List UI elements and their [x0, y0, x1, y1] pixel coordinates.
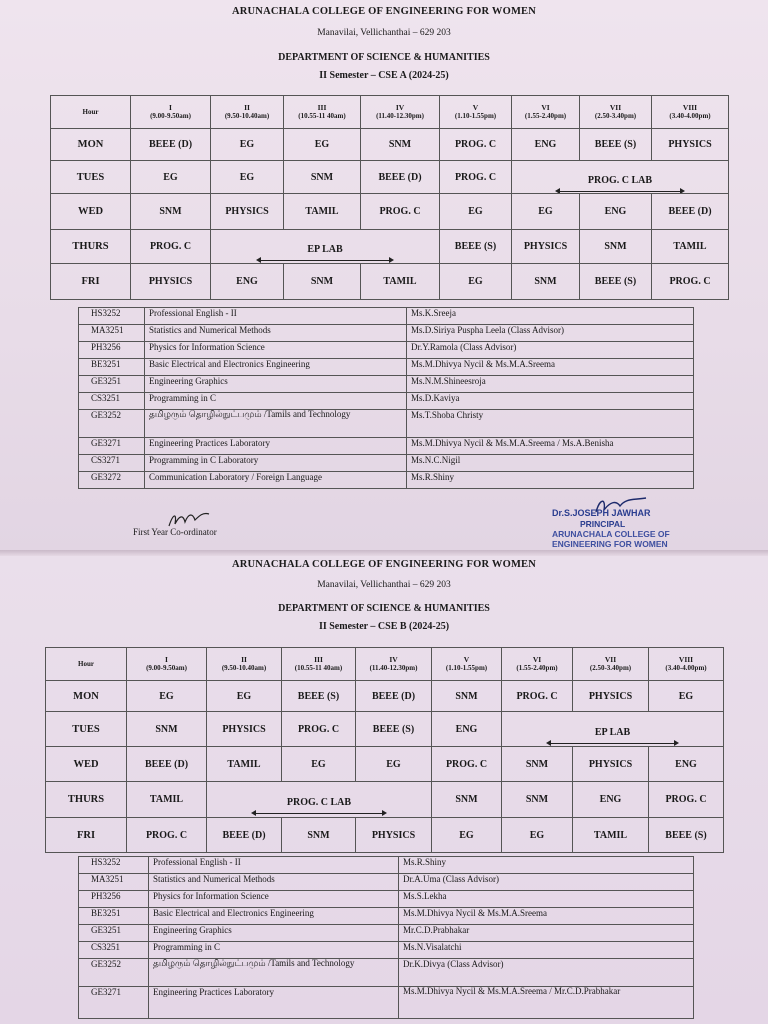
subject-title: Engineering Practices Laboratory	[145, 438, 407, 455]
subject-staff: Ms.T.Shoba Christy	[407, 410, 694, 438]
timetable-cell: PROG. C	[127, 818, 207, 853]
subject-staff: Ms.D.Kaviya	[407, 393, 694, 410]
period-header: VII (2.50-3.40pm)	[580, 96, 652, 129]
subject-staff: Ms.R.Shiny	[407, 472, 694, 489]
lab-label: EP LAB	[594, 726, 631, 738]
timetable-cell: PROG. C	[649, 782, 724, 818]
timetable-cell: PHYSICS	[207, 712, 282, 747]
subject-staff: Mr.C.D.Prabhakar	[399, 925, 694, 942]
timetable-cell: SNM	[284, 264, 361, 300]
timetable-cell: TAMIL	[573, 818, 649, 853]
timetable-cell: EG	[440, 194, 512, 230]
subject-staff: Ms.K.Sreeja	[407, 308, 694, 325]
period-header: V (1.10-1.55pm)	[432, 648, 502, 681]
timetable-cell: EG	[127, 681, 207, 712]
timetable-grid	[45, 647, 724, 853]
timetable-cell: BEEE (D)	[356, 681, 432, 712]
timetable-cell: TAMIL	[361, 264, 440, 300]
subject-code: GE3252	[79, 959, 149, 987]
subject-staff: Ms.M.Dhivya Nycil & Ms.M.A.Sreema	[407, 359, 694, 376]
college-name: ARUNACHALA COLLEGE OF ENGINEERING FOR WOMEN	[231, 559, 537, 570]
subject-row	[79, 908, 694, 925]
subject-code: BE3251	[79, 359, 145, 376]
subject-staff: Ms.D.Siriya Puspha Leela (Class Advisor)	[407, 325, 694, 342]
principal-stamp-line: ARUNACHALA COLLEGE OF	[552, 528, 670, 539]
timetable-cell: PHYSICS	[131, 264, 211, 300]
period-header: III (10.55-11 40am)	[284, 96, 361, 129]
day-label: THURS	[46, 782, 127, 818]
timetable-cell: EG	[131, 161, 211, 194]
subject-allocation-table	[78, 307, 694, 489]
subject-code: HS3252	[79, 857, 149, 874]
timetable-cell: ENG	[512, 129, 580, 161]
period-header: II (9.50-10.40am)	[211, 96, 284, 129]
timetable-cell: PHYSICS	[512, 230, 580, 264]
timetable-cell: BEEE (S)	[649, 818, 724, 853]
period-header: VIII (3.40-4.00pm)	[649, 648, 724, 681]
college-address: Manavilai, Vellichanthai – 629 203	[317, 28, 451, 38]
timetable-cell: TAMIL	[284, 194, 361, 230]
subject-title: Statistics and Numerical Methods	[149, 874, 399, 891]
timetable-cell: BEEE (D)	[361, 161, 440, 194]
timetable-cell: PROG. C	[440, 129, 512, 161]
subject-row	[79, 359, 694, 376]
timetable-cell: SNM	[127, 712, 207, 747]
subject-title: Statistics and Numerical Methods	[145, 325, 407, 342]
lab-label: PROG. C LAB	[286, 797, 352, 808]
subject-title: Programming in C	[149, 942, 399, 959]
subject-title: தமிழரும் தொழில்நுட்பமும் /Tamils and Technology	[145, 410, 407, 438]
subject-row	[79, 308, 694, 325]
timetable-cell: EG	[440, 264, 512, 300]
subject-title: Basic Electrical and Electronics Engineering	[149, 908, 399, 925]
subject-staff: Ms.N.C.Nigil	[407, 455, 694, 472]
period-header: I (9.00-9.50am)	[127, 648, 207, 681]
subject-staff: Dr.K.Divya (Class Advisor)	[399, 959, 694, 987]
day-label: WED	[46, 747, 127, 782]
timetable-cell: PROG. C	[652, 264, 729, 300]
timetable-cell: EG	[512, 194, 580, 230]
period-header: I (9.00-9.50am)	[131, 96, 211, 129]
subject-code: GE3252	[79, 410, 145, 438]
period-header: VI (1.55-2.40pm)	[512, 96, 580, 129]
timetable-cell: TAMIL	[207, 747, 282, 782]
subject-title: Communication Laboratory / Foreign Language	[145, 472, 407, 489]
subject-staff: Dr.Y.Ramola (Class Advisor)	[407, 342, 694, 359]
timetable-cell: SNM	[282, 818, 356, 853]
subject-row	[79, 891, 694, 908]
subject-row	[79, 857, 694, 874]
department-title: DEPARTMENT OF SCIENCE & HUMANITIES	[278, 603, 490, 614]
subject-code: MA3251	[79, 874, 149, 891]
subject-staff: Ms.N.M.Shineesroja	[407, 376, 694, 393]
lab-block	[512, 161, 729, 194]
subject-code: PH3256	[79, 891, 149, 908]
subject-row	[79, 438, 694, 455]
subject-code: GE3271	[79, 987, 149, 1019]
double-arrow-icon	[560, 191, 681, 192]
principal-name: Dr.S.JOSEPH JAWHAR	[552, 508, 651, 518]
semester-title: II Semester – CSE B (2024-25)	[318, 621, 450, 632]
subject-title: Basic Electrical and Electronics Engineering	[145, 359, 407, 376]
timetable-cell: PROG. C	[432, 747, 502, 782]
principal-stamp-line: ENGINEERING FOR WOMEN	[552, 539, 668, 550]
timetable-cell: PHYSICS	[356, 818, 432, 853]
period-header: III (10.55-11 40am)	[282, 648, 356, 681]
day-label: THURS	[51, 230, 131, 264]
period-header: VIII (3.40-4.00pm)	[652, 96, 729, 129]
hour-header: Hour	[46, 648, 127, 681]
day-label: TUES	[46, 712, 127, 747]
timetable-cell: ENG	[432, 712, 502, 747]
semester-title: II Semester – CSE A (2024-25)	[319, 70, 449, 81]
timetable-sheet-cse-b	[0, 556, 768, 1024]
timetable-cell: BEEE (D)	[207, 818, 282, 853]
timetable-grid	[50, 95, 729, 300]
subject-staff: Ms.M.Dhivya Nycil & Ms.M.A.Sreema	[399, 908, 694, 925]
timetable-cell: PHYSICS	[573, 681, 649, 712]
timetable-cell: EG	[432, 818, 502, 853]
subject-row	[79, 455, 694, 472]
timetable-cell: SNM	[432, 681, 502, 712]
timetable-cell: PROG. C	[440, 161, 512, 194]
period-header: VII (2.50-3.40pm)	[573, 648, 649, 681]
lab-block	[211, 230, 440, 264]
subject-code: MA3251	[79, 325, 145, 342]
subject-code: PH3256	[79, 342, 145, 359]
timetable-cell: PHYSICS	[573, 747, 649, 782]
timetable-cell: PHYSICS	[211, 194, 284, 230]
subject-code: HS3252	[79, 308, 145, 325]
timetable-cell: EG	[211, 161, 284, 194]
period-header: V (1.10-1.55pm)	[440, 96, 512, 129]
subject-title: Professional English - II	[149, 857, 399, 874]
timetable-cell: EG	[356, 747, 432, 782]
subject-title: தமிழரும் தொழில்நுட்பமும் /Tamils and Technology	[149, 959, 399, 987]
timetable-cell: ENG	[573, 782, 649, 818]
lab-label: PROG. C LAB	[587, 174, 653, 186]
period-header: IV (11.40-12.30pm)	[361, 96, 440, 129]
timetable-cell: BEEE (S)	[282, 681, 356, 712]
subject-code: CS3271	[79, 455, 145, 472]
period-header: II (9.50-10.40am)	[207, 648, 282, 681]
subject-row	[79, 410, 694, 438]
timetable-cell: BEEE (S)	[580, 264, 652, 300]
timetable-cell: ENG	[580, 194, 652, 230]
subject-staff: Ms.M.Dhivya Nycil & Ms.M.A.Sreema / Ms.A.Benisha	[407, 438, 694, 455]
hour-header: Hour	[51, 96, 131, 129]
day-label: MON	[51, 129, 131, 161]
timetable-cell: ENG	[649, 747, 724, 782]
timetable-cell: BEEE (D)	[131, 129, 211, 161]
timetable-cell: EG	[649, 681, 724, 712]
timetable-cell: SNM	[131, 194, 211, 230]
double-arrow-icon	[551, 743, 675, 744]
timetable-cell: EG	[282, 747, 356, 782]
timetable-cell: SNM	[432, 782, 502, 818]
day-label: FRI	[51, 264, 131, 300]
timetable-cell: BEEE (D)	[127, 747, 207, 782]
timetable-cell: TAMIL	[127, 782, 207, 818]
subject-code: CS3251	[79, 393, 145, 410]
timetable-cell: PROG. C	[502, 681, 573, 712]
day-label: FRI	[46, 818, 127, 853]
timetable-cell: SNM	[361, 129, 440, 161]
timetable-cell: BEEE (S)	[580, 129, 652, 161]
timetable-cell: PROG. C	[282, 712, 356, 747]
subject-title: Programming in C	[145, 393, 407, 410]
timetable-cell: PROG. C	[131, 230, 211, 264]
timetable-cell: ENG	[211, 264, 284, 300]
period-header: VI (1.55-2.40pm)	[502, 648, 573, 681]
subject-title: Physics for Information Science	[145, 342, 407, 359]
subject-row	[79, 874, 694, 891]
subject-title: Programming in C Laboratory	[145, 455, 407, 472]
subject-allocation-table	[78, 856, 694, 1019]
subject-code: GE3251	[79, 376, 145, 393]
double-arrow-icon	[261, 260, 389, 261]
subject-row	[79, 393, 694, 410]
subject-code: BE3251	[79, 908, 149, 925]
college-address: Manavilai, Vellichanthai – 629 203	[317, 580, 451, 590]
timetable-cell: BEEE (D)	[652, 194, 729, 230]
timetable-cell: BEEE (S)	[440, 230, 512, 264]
timetable-cell: EG	[207, 681, 282, 712]
department-title: DEPARTMENT OF SCIENCE & HUMANITIES	[278, 52, 490, 63]
subject-code: GE3271	[79, 438, 145, 455]
subject-row	[79, 925, 694, 942]
timetable-cell: SNM	[284, 161, 361, 194]
timetable-cell: SNM	[580, 230, 652, 264]
subject-title: Professional English - II	[145, 308, 407, 325]
timetable-cell: EG	[502, 818, 573, 853]
subject-staff: Ms.R.Shiny	[399, 857, 694, 874]
subject-row	[79, 325, 694, 342]
timetable-cell: EG	[284, 129, 361, 161]
timetable-cell: EG	[211, 129, 284, 161]
timetable-cell: PROG. C	[361, 194, 440, 230]
subject-title: Physics for Information Science	[149, 891, 399, 908]
subject-staff: Ms.S.Lekha	[399, 891, 694, 908]
subject-row	[79, 376, 694, 393]
period-header: IV (11.40-12.30pm)	[356, 648, 432, 681]
college-name: ARUNACHALA COLLEGE OF ENGINEERING FOR WOMEN	[231, 6, 537, 17]
day-label: WED	[51, 194, 131, 230]
principal-block	[552, 508, 670, 549]
subject-staff: Ms.N.Visalatchi	[399, 942, 694, 959]
day-label: MON	[46, 681, 127, 712]
subject-code: CS3251	[79, 942, 149, 959]
subject-row	[79, 342, 694, 359]
lab-block	[207, 782, 432, 818]
subject-row	[79, 472, 694, 489]
timetable-cell: SNM	[502, 747, 573, 782]
subject-staff: Dr.A.Uma (Class Advisor)	[399, 874, 694, 891]
timetable-cell: TAMIL	[652, 230, 729, 264]
coordinator-label: First Year Co-ordinator	[133, 527, 217, 537]
timetable-cell: BEEE (S)	[356, 712, 432, 747]
subject-title: Engineering Practices Laboratory	[149, 987, 399, 1019]
timetable-cell: SNM	[512, 264, 580, 300]
lab-label: EP LAB	[307, 244, 343, 255]
subject-row	[79, 959, 694, 987]
subject-title: Engineering Graphics	[145, 376, 407, 393]
subject-title: Engineering Graphics	[149, 925, 399, 942]
subject-code: GE3272	[79, 472, 145, 489]
subject-row	[79, 942, 694, 959]
double-arrow-icon	[256, 813, 381, 814]
day-label: TUES	[51, 161, 131, 194]
principal-title: PRINCIPAL	[580, 518, 626, 529]
subject-row	[79, 987, 694, 1019]
timetable-cell: PHYSICS	[652, 129, 729, 161]
subject-code: GE3251	[79, 925, 149, 942]
lab-block	[502, 712, 724, 747]
timetable-cell: SNM	[502, 782, 573, 818]
subject-staff: Ms.M.Dhivya Nycil & Ms.M.A.Sreema / Mr.C.D.Prabhakar	[399, 987, 694, 1019]
